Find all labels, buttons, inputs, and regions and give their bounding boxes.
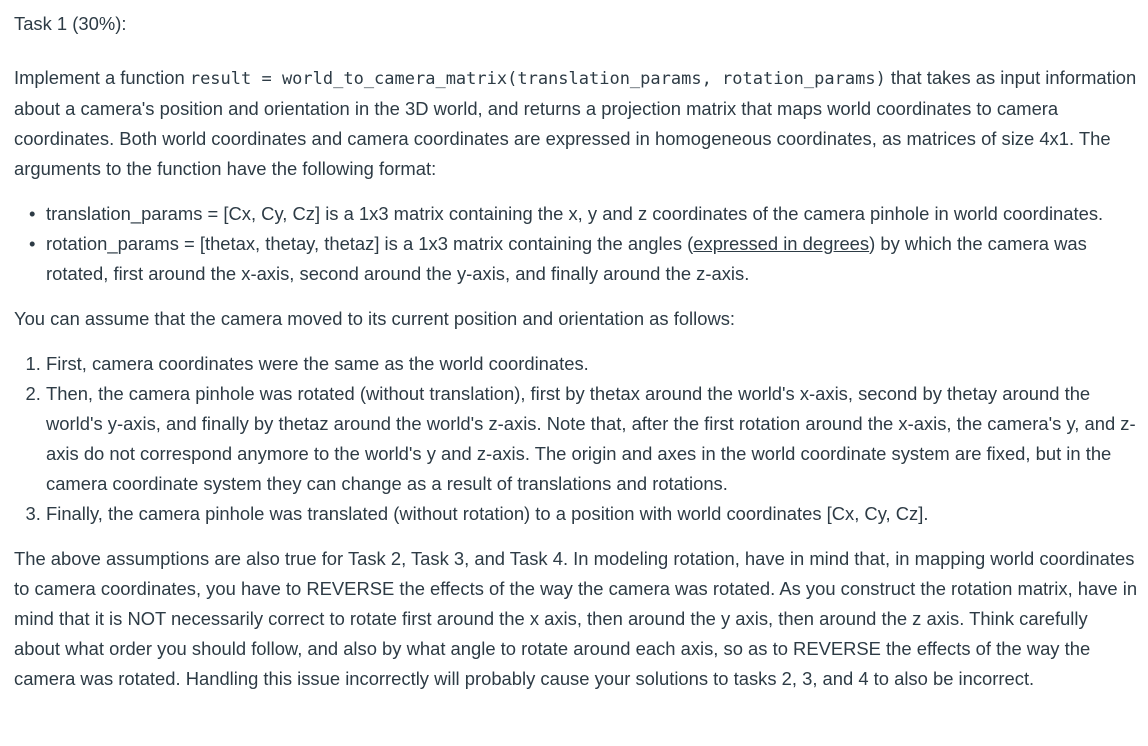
assumption-paragraph: You can assume that the camera moved to its current position and orientation as follows:	[14, 308, 736, 329]
step-item: 1. First, camera coordinates were the same as the world coordinates.	[46, 349, 1138, 379]
rotation-text-end: ) by which the camera was rotated, first around the x-axis, second around the y-axis, and finally around the z-axis.	[46, 233, 1087, 284]
step-item: 2. Then, the camera pinhole was rotated (without translation), first by thetax around the world's x-axis, second by thetay around the world's y-axis, and finally by thetaz around the world's z-axis. Note that, after the first rotation around the x-axis, the camera's y, and z-axis do not correspond anymore to the world's y and z-axis. The origin and axes in the world coordinate system are fixed, but in the camera coordinate system they can change as a result of translations and rotations.	[46, 379, 1138, 499]
closing-paragraph: The above assumptions are also true for Task 2, Task 3, and Task 4. In modeling rotation, have in mind that, in mapping world coordinates to camera coordinates, you have to REVERSE the effects of the way the camera was rotated. As you construct the rotation matrix, have in mind that it is NOT necessarily correct to rotate first around the x axis, then around the y axis, then around the z axis. Think carefully about what order you should follow, and also by what angle to rotate around each axis, so as to REVERSE the effects of the way the camera was rotated. Handling this issue incorrectly will probably cause your solutions to tasks 2, 3, and 4 to also be incorrect.	[14, 548, 1138, 689]
function-signature-code: result = world_to_camera_matrix(translation_params, rotation_params)	[189, 69, 886, 89]
step-item: 3. Finally, the camera pinhole was translated (without rotation) to a position with world coordinates [Cx, Cy, Cz].	[46, 499, 1138, 529]
task-title: Task 1 (30%):	[14, 13, 127, 34]
intro-text-end: that takes as input information about a camera's position and orientation in the 3D world, and returns a projection matrix that maps world coordinates to camera coordinates. Both world coordinates and camera coordinates are expressed in homogeneous coordinates, as matrices of size 4x1. The arguments to the function have the following format:	[14, 67, 1137, 179]
degrees-link[interactable]: expressed in degrees	[693, 233, 870, 254]
steps-list	[14, 349, 1138, 529]
intro-text-start: Implement a function	[14, 67, 190, 88]
rotation-text-start: rotation_params = [thetax, thetay, thetaz] is a 1x3 matrix containing the angles (	[46, 233, 694, 254]
params-list	[14, 199, 1138, 289]
param-rotation	[46, 229, 1138, 289]
param-translation: • translation_params = [Cx, Cy, Cz] is a 1x3 matrix containing the x, y and z coordinates of the camera pinhole in world coordinates.	[46, 199, 1138, 229]
intro-paragraph	[14, 63, 1138, 184]
